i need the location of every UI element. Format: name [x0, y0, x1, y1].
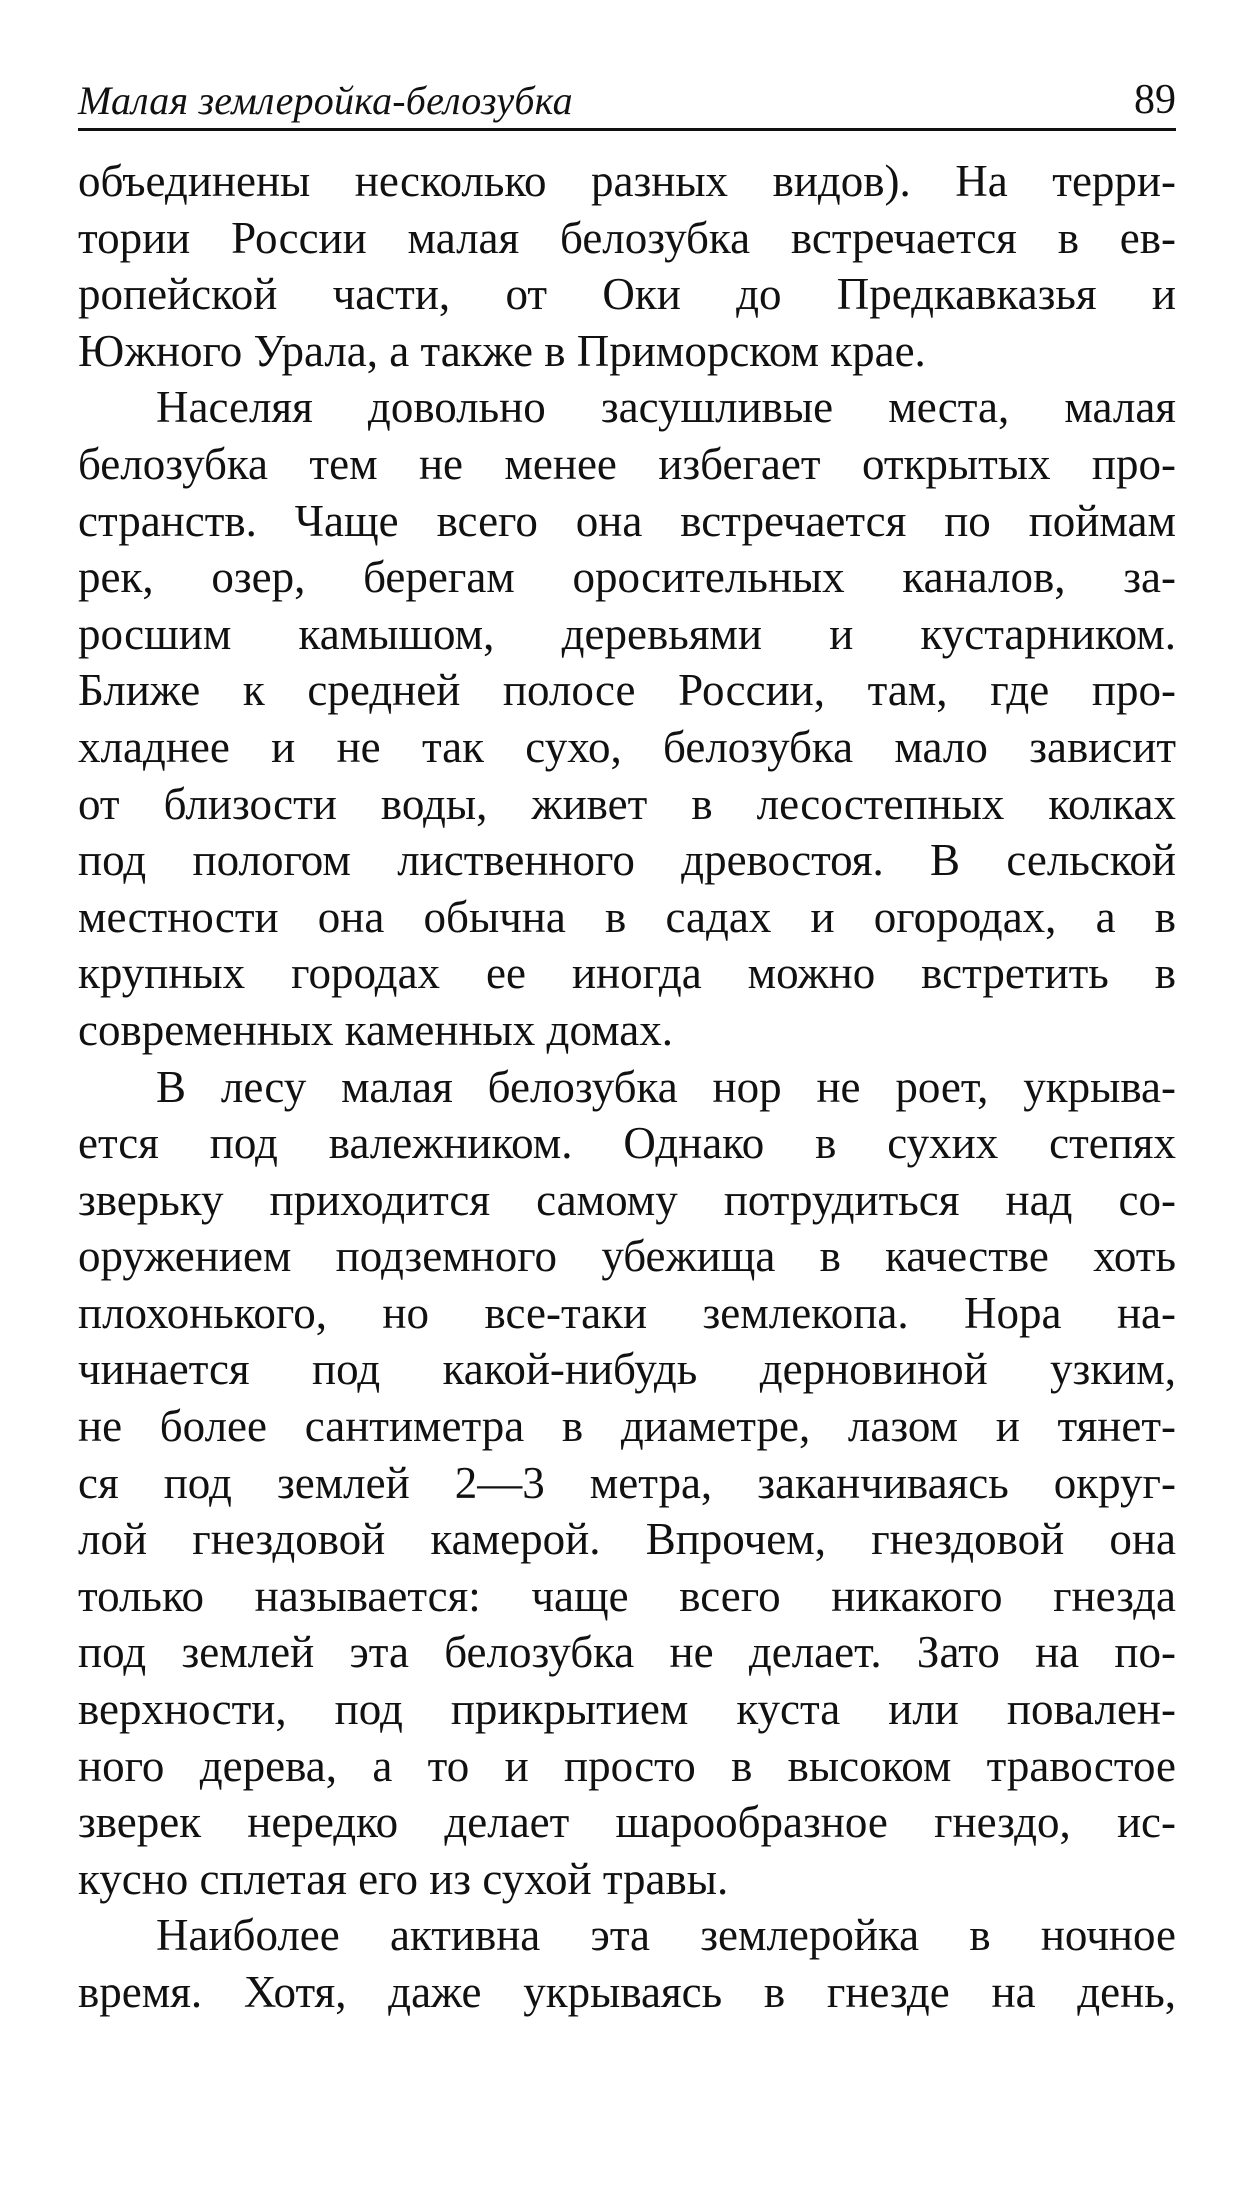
paragraph-4 [78, 1907, 1176, 2020]
text-line: Населяя довольно засушливые места, малая [156, 382, 1176, 433]
text-line: объединены несколько разных видов). На терри- [78, 156, 1176, 206]
text-line: под пологом лиственного древостоя. В сельской [78, 835, 1176, 886]
text-line: хладнее и не так сухо, белозубка мало зависит [78, 721, 1176, 772]
text-line: чинается под какой-нибудь дерновиной узким, [78, 1344, 1176, 1395]
text-line: время. Хотя, даже укрываясь в гнезде на день, [78, 1967, 1176, 2017]
running-title: Малая землеройка-белозубка [78, 78, 573, 123]
text-line: Южного Урала, а также в Приморском крае. [78, 325, 926, 376]
text-line: крупных городах ее иногда можно встретить в [78, 948, 1176, 999]
text-line: В лесу малая белозубка нор не роет, укрыва- [156, 1061, 1176, 1112]
paragraph-3 [78, 1059, 1176, 1908]
text-line: местности она обычна в садах и огородах, а в [78, 891, 1176, 942]
text-line: лой гнездовой камерой. Впрочем, гнездовой она [78, 1514, 1176, 1565]
text-line: зверек нередко делает шарообразное гнездо, ис- [78, 1797, 1176, 1848]
text-line: только называется: чаще всего никакого гнезда [78, 1570, 1176, 1621]
text-line: не более сантиметра в диаметре, лазом и тянет- [78, 1401, 1176, 1452]
text-line: росшим камышом, деревьями и кустарником. [78, 608, 1176, 659]
text-line: рек, озер, берегам оросительных каналов, за- [78, 552, 1176, 603]
text-line: ропейской части, от Оки до Предкавказья и [78, 269, 1176, 320]
text-line: современных каменных домах. [78, 1004, 673, 1055]
running-header [78, 68, 1176, 131]
text-line: от близости воды, живет в лесостепных колках [78, 778, 1176, 829]
text-line: ного дерева, а то и просто в высоком травостое [78, 1740, 1176, 1791]
text-line: зверьку приходится самому потрудиться над со- [78, 1174, 1176, 1225]
text-line: верхности, под прикрытием куста или повален- [78, 1684, 1176, 1735]
text-line: кусно сплетая его из сухой травы. [78, 1853, 729, 1904]
text-line: Ближе к средней полосе России, там, где про- [78, 665, 1176, 716]
text-line: тории России малая белозубка встречается в ев- [78, 212, 1176, 263]
paragraph-1 [78, 153, 1176, 379]
text-line: плохонького, но все-таки землекопа. Нора на- [78, 1287, 1176, 1338]
text-line: странств. Чаще всего она встречается по поймам [78, 495, 1176, 546]
paragraph-2 [78, 379, 1176, 1058]
page-number: 89 [1134, 77, 1176, 123]
text-line: ется под валежником. Однако в сухих степях [78, 1118, 1176, 1169]
text-line: оружением подземного убежища в качестве хоть [78, 1231, 1176, 1282]
body-text [78, 153, 1176, 2021]
text-line: белозубка тем не менее избегает открытых про- [78, 438, 1176, 489]
text-line: Наиболее активна эта землеройка в ночное [156, 1910, 1176, 1961]
text-line: под землей эта белозубка не делает. Зато на по- [78, 1627, 1176, 1678]
book-page [78, 68, 1176, 2021]
text-line: ся под землей 2—3 метра, заканчиваясь округ- [78, 1457, 1176, 1508]
